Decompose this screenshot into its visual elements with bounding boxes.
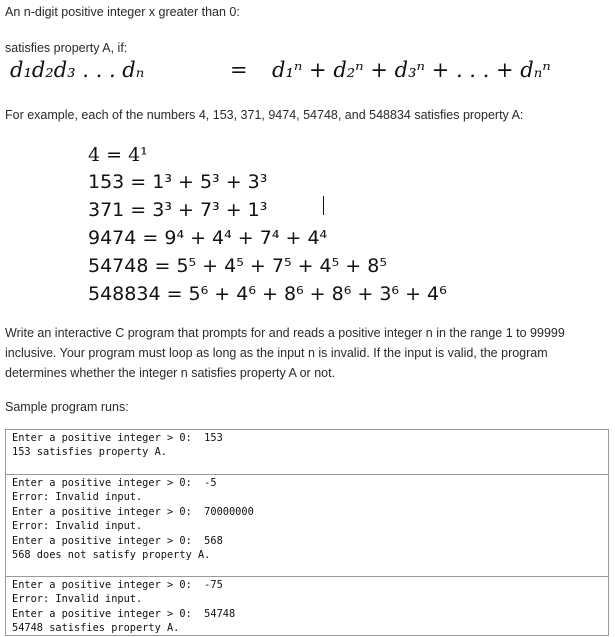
example-equation: 153 = 1³ + 5³ + 3³	[88, 171, 268, 193]
property-title: satisfies property A, if:	[5, 41, 128, 55]
text-cursor	[323, 196, 324, 215]
sample-title: Sample program runs:	[5, 400, 129, 414]
example-intro: For example, each of the numbers 4, 153, 371, 9474, 54748, and 548834 satisfies property A:	[5, 108, 524, 122]
example-equation: 4 = 4¹	[88, 144, 148, 166]
task-description: Write an interactive C program that prompts for and reads a positive integer n in the range 1 to 99999 inclusive. Your program must loop as long as the input n is invalid. If the input is valid, the program determines whether the integer n satisfies property A or not.	[5, 326, 565, 380]
example-equation: 54748 = 5⁵ + 4⁵ + 7⁵ + 4⁵ + 8⁵	[88, 255, 387, 277]
formula-lhs: d₁d₂d₃ . . . dₙ	[10, 58, 145, 82]
formula-rhs: d₁ⁿ + d₂ⁿ + d₃ⁿ + . . . + dₙⁿ	[272, 58, 551, 82]
formula-equals: =	[230, 58, 248, 82]
sample-run-box	[5, 429, 609, 475]
example-equation: 548834 = 5⁶ + 4⁶ + 8⁶ + 8⁶ + 3⁶ + 4⁶	[88, 283, 447, 305]
example-equation: 371 = 3³ + 7³ + 1³	[88, 199, 268, 221]
example-equation: 9474 = 9⁴ + 4⁴ + 7⁴ + 4⁴	[88, 227, 328, 249]
intro-text: An n-digit positive integer x greater than 0:	[5, 5, 240, 19]
sample-run-box	[5, 474, 609, 577]
sample-run-output: Enter a positive integer > 0: 153 153 satisfies property A.	[12, 432, 223, 459]
sample-run-output: Enter a positive integer > 0: -75 Error: Invalid input. Enter a positive integer > 0: 54748 54748 satisfies property A.	[12, 579, 236, 635]
sample-run-output: Enter a positive integer > 0: -5 Error: Invalid input. Enter a positive integer > 0: 70000000 Error: Invalid input. Enter a positive integer > 0: 568 568 does not satisfy property A.	[12, 477, 254, 562]
sample-run-box	[5, 576, 609, 636]
